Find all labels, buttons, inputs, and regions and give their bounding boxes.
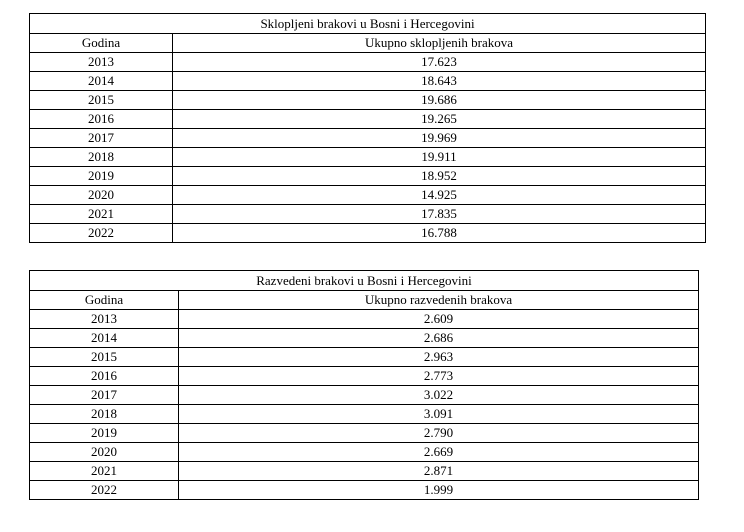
column-header-total: Ukupno sklopljenih brakova [173,34,706,53]
table-title-row [30,271,699,291]
year-cell: 2020 [30,186,173,205]
table-row [30,348,699,367]
table-title-row [30,14,706,34]
value-cell: 19.686 [173,91,706,110]
table-row [30,481,699,500]
table-row [30,186,706,205]
value-cell: 3.022 [179,386,699,405]
table-row [30,224,706,243]
table-row [30,53,706,72]
table-title: Razvedeni brakovi u Bosni i Hercegovini [30,271,699,291]
table-row [30,167,706,186]
value-cell: 14.925 [173,186,706,205]
year-cell: 2019 [30,424,179,443]
table-row [30,367,699,386]
value-cell: 17.623 [173,53,706,72]
year-cell: 2020 [30,443,179,462]
year-cell: 2017 [30,386,179,405]
year-cell: 2021 [30,205,173,224]
value-cell: 2.773 [179,367,699,386]
married-table [29,13,706,243]
table-row [30,110,706,129]
table-row [30,443,699,462]
table-row [30,91,706,110]
table-header-row [30,34,706,53]
column-header-total: Ukupno razvedenih brakova [179,291,699,310]
value-cell: 19.265 [173,110,706,129]
year-cell: 2013 [30,310,179,329]
table-row [30,462,699,481]
table-row [30,329,699,348]
value-cell: 2.963 [179,348,699,367]
value-cell: 19.969 [173,129,706,148]
table-row [30,386,699,405]
table-row [30,129,706,148]
year-cell: 2013 [30,53,173,72]
year-cell: 2022 [30,224,173,243]
column-header-year: Godina [30,291,179,310]
table-row [30,310,699,329]
year-cell: 2014 [30,72,173,91]
value-cell: 2.686 [179,329,699,348]
year-cell: 2021 [30,462,179,481]
table-row [30,405,699,424]
value-cell: 3.091 [179,405,699,424]
value-cell: 18.952 [173,167,706,186]
year-cell: 2022 [30,481,179,500]
year-cell: 2016 [30,110,173,129]
year-cell: 2019 [30,167,173,186]
value-cell: 16.788 [173,224,706,243]
divorced-table [29,270,699,500]
table-row [30,424,699,443]
table-header-row [30,291,699,310]
table-row [30,72,706,91]
year-cell: 2014 [30,329,179,348]
year-cell: 2015 [30,348,179,367]
value-cell: 2.609 [179,310,699,329]
year-cell: 2016 [30,367,179,386]
column-header-year: Godina [30,34,173,53]
value-cell: 2.790 [179,424,699,443]
value-cell: 2.669 [179,443,699,462]
value-cell: 19.911 [173,148,706,167]
year-cell: 2015 [30,91,173,110]
value-cell: 1.999 [179,481,699,500]
value-cell: 17.835 [173,205,706,224]
table-row [30,205,706,224]
table-title: Sklopljeni brakovi u Bosni i Hercegovini [30,14,706,34]
year-cell: 2018 [30,405,179,424]
value-cell: 2.871 [179,462,699,481]
value-cell: 18.643 [173,72,706,91]
table-row [30,148,706,167]
year-cell: 2017 [30,129,173,148]
year-cell: 2018 [30,148,173,167]
